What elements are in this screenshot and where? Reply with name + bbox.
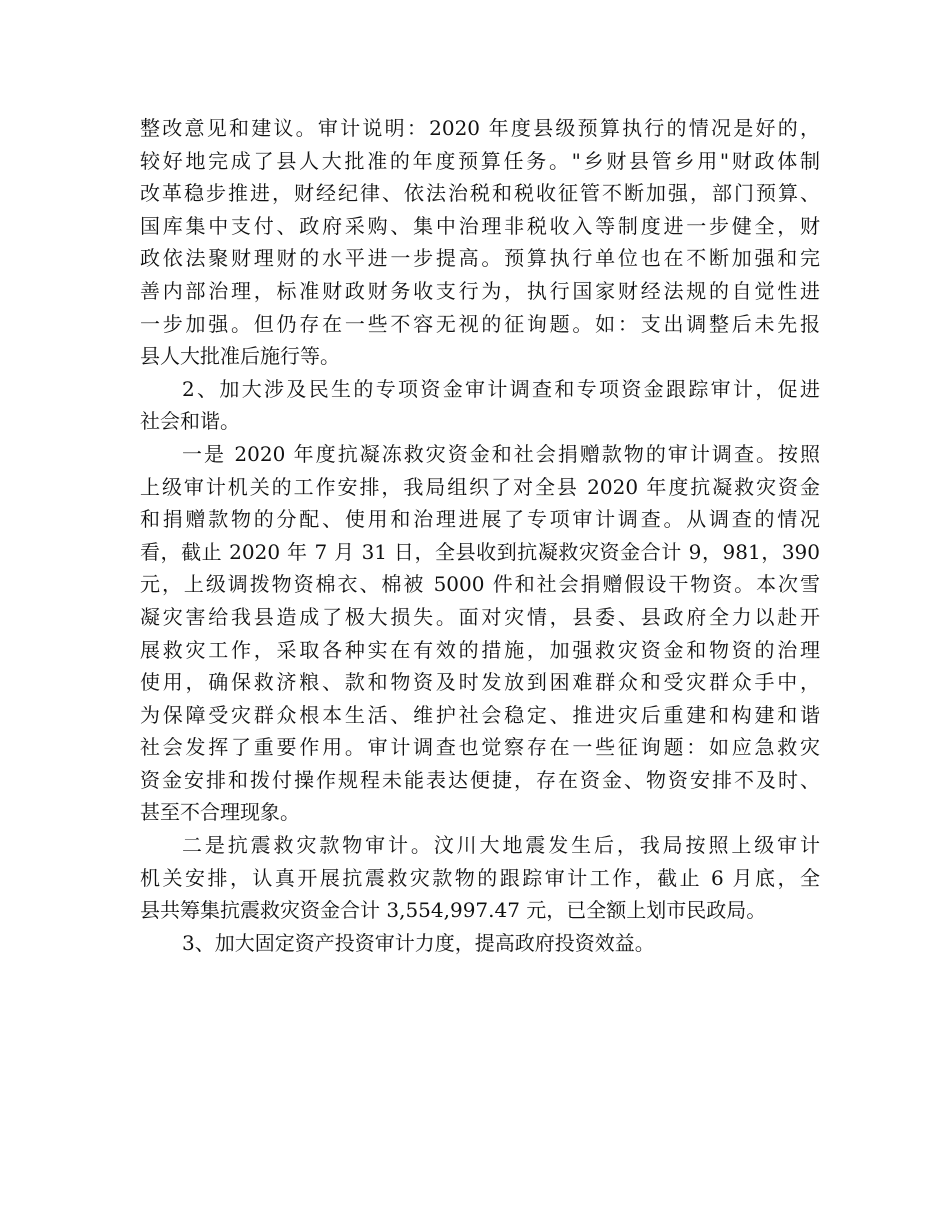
paragraph <box>140 829 820 927</box>
text-line: 较好地完成了县人大批准的年度预算任务。"乡财县管乡用"财政体制 <box>140 148 820 173</box>
text-line: 展救灾工作，采取各种实在有效的措施，加强救灾资金和物资的治理 <box>140 637 820 662</box>
text-line: 国库集中支付、政府采购、集中治理非税收入等制度进一步健全，财 <box>140 213 820 238</box>
paragraph <box>140 373 820 438</box>
text-line: 政依法聚财理财的水平进一步提高。预算执行单位也在不断加强和完 <box>140 246 820 271</box>
text-line: 改革稳步推进，财经纪律、依法治税和税收征管不断加强，部门预算、 <box>140 181 820 206</box>
text-line: 甚至不合理现象。 <box>140 800 300 825</box>
text-line: 一是 2020 年度抗凝冻救灾资金和社会捐赠款物的审计调查。按照 <box>182 441 820 466</box>
text-line: 县人大批准后施行等。 <box>140 344 340 369</box>
text-line: 二是抗震救灾款物审计。汶川大地震发生后，我局按照上级审计 <box>182 833 820 858</box>
text-line: 上级审计机关的工作安排，我局组织了对全县 2020 年度抗凝救灾资金 <box>140 474 820 499</box>
text-line: 善内部治理，标准财政财务收支行为，执行国家财经法规的自觉性进 <box>140 278 820 303</box>
text-line: 社会和谐。 <box>140 409 240 434</box>
text-line: 机关安排，认真开展抗震救灾款物的跟踪审计工作，截止 6 月底，全 <box>140 865 820 890</box>
text-line: 凝灾害给我县造成了极大损失。面对灾情，县委、县政府全力以赴开 <box>140 604 820 629</box>
paragraph <box>140 112 820 373</box>
text-line: 为保障受灾群众根本生活、维护社会稳定、推进灾后重建和构建和谐 <box>140 702 820 727</box>
text-line: 元，上级调拨物资棉衣、棉被 5000 件和社会捐赠假设干物资。本次雪 <box>140 572 820 597</box>
text-line: 县共筹集抗震救灾资金合计 3,554,997.47 元，已全额上划市民政局。 <box>140 898 767 923</box>
paragraph <box>140 438 820 829</box>
text-line: 社会发挥了重要作用。审计调查也觉察存在一些征询题：如应急救灾 <box>140 735 820 760</box>
paragraph <box>140 927 820 960</box>
text-line: 看，截止 2020 年 7 月 31 日，全县收到抗凝救灾资金合计 9，981，390 <box>140 539 820 564</box>
text-line: 2、加大涉及民生的专项资金审计调查和专项资金跟踪审计，促进 <box>182 376 820 401</box>
text-line: 使用，确保救济粮、款和物资及时发放到困难群众和受灾群众手中， <box>140 670 820 695</box>
text-line: 一步加强。但仍存在一些不容无视的征询题。如：支出调整后未先报 <box>140 311 820 336</box>
text-line: 3、加大固定资产投资审计力度，提高政府投资效益。 <box>182 930 655 955</box>
document-page <box>140 112 820 959</box>
text-line: 资金安排和拨付操作规程未能表达便捷，存在资金、物资安排不及时、 <box>140 767 820 792</box>
text-line: 整改意见和建议。审计说明：2020 年度县级预算执行的情况是好的， <box>140 116 820 140</box>
text-line: 和捐赠款物的分配、使用和治理进展了专项审计调查。从调查的情况 <box>140 507 820 532</box>
